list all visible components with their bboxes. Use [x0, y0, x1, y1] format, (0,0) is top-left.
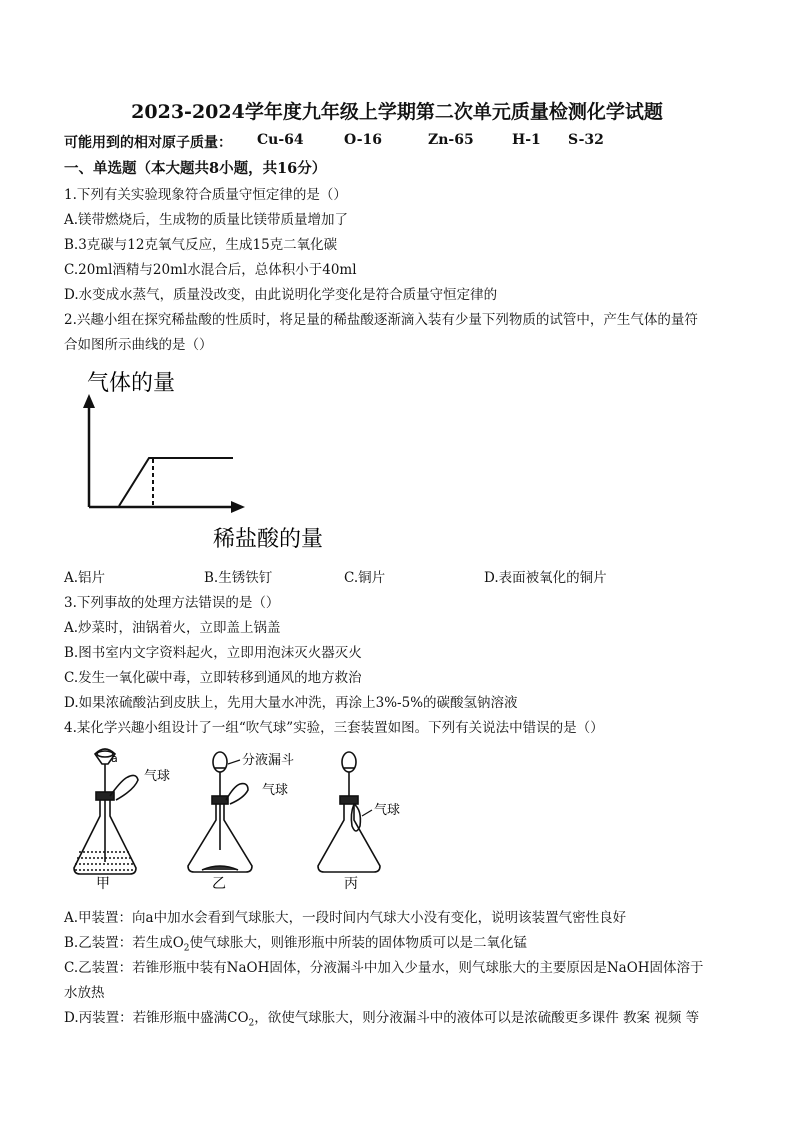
atomic-mass-cu: Cu-64 [257, 132, 304, 148]
q2-option-c: C.铜片 [344, 570, 386, 586]
q1-option-c: C.20ml酒精与20ml水混合后，总体积小于40ml [64, 262, 357, 278]
label-bing: 丙 [344, 876, 358, 892]
apparatus-jia [74, 749, 138, 874]
atomic-mass-h: H-1 [512, 132, 541, 148]
q2-option-d: D.表面被氧化的铜片 [484, 570, 607, 586]
q4-option-d: D.丙装置：若锥形瓶中盛满$CO_2$，欲使气球胀大，则分液漏斗中的液体可以是浓硫酸更多课件 教案 视频 等 [64, 1010, 700, 1029]
q1-option-b: B.3克碳与12克氧气反应，生成15克二氧化碳 [64, 237, 338, 253]
q3-option-c: C.发生一氧化碳中毒，立即转移到通风的地方救治 [64, 670, 362, 686]
q2-option-a: A.铝片 [64, 570, 106, 586]
label-a: a [111, 752, 118, 765]
atomic-mass-o: O-16 [344, 132, 383, 148]
q1-option-a: A.镁带燃烧后，生成物的质量比镁带质量增加了 [64, 212, 349, 228]
label-yi: 乙 [212, 876, 226, 892]
q3-option-d: D.如果浓硫酸沾到皮肤上，先用大量水冲洗，再涂上3%-5%的碳酸氢钠溶液 [64, 695, 518, 711]
q4-option-a: A.甲装置：向a中加水会看到气球胀大，一段时间内气球大小没有变化，说明该装置气密性良好 [64, 910, 627, 926]
graph-curve [119, 458, 233, 506]
q1-option-d: D.水变成水蒸气，质量没改变，由此说明化学变化是符合质量守恒定律的 [64, 287, 498, 303]
apparatus-yi [188, 752, 252, 872]
q2-option-b: B.生锈铁钉 [204, 570, 273, 586]
funnel-label: 分液漏斗 [242, 753, 295, 768]
atomic-mass-s: S-32 [568, 132, 604, 148]
q4-option-c-line2: 水放热 [64, 985, 105, 1001]
gas-volume-graph [75, 362, 365, 557]
balloon-label-jia: 气球 [144, 769, 171, 784]
apparatus-bing [318, 752, 380, 872]
balloon-label-yi: 气球 [262, 783, 289, 798]
page-title: 2023-2024学年度九年级上学期第二次单元质量检测化学试题 [131, 101, 663, 123]
q1-stem: 1.下列有关实验现象符合质量守恒定律的是（） [64, 187, 347, 203]
balloon-apparatus-figure [64, 742, 464, 892]
atomic-mass-zn: Zn-65 [428, 132, 474, 148]
q4-option-c-line1: C.乙装置：若锥形瓶中装有NaOH固体，分液漏斗中加入少量水，则气球胀大的主要原因是NaOH固体溶于 [64, 960, 704, 976]
atomic-masses-label: 可能用到的相对原子质量： [64, 135, 232, 151]
label-jia: 甲 [96, 876, 110, 892]
q2-options [64, 566, 744, 586]
q3-option-a: A.炒菜时，油锅着火，立即盖上锅盖 [64, 620, 281, 636]
section-heading: 一、单选题（本大题共8小题，共16分） [64, 160, 327, 177]
q3-option-b: B.图书室内文字资料起火，立即用泡沫灭火器灭火 [64, 645, 362, 661]
q4-stem: 4.某化学兴趣小组设计了一组“吹气球”实验，三套装置如图。下列有关说法中错误的是（） [64, 720, 604, 736]
q4-option-b: B.乙装置：若生成$O_2$使气球胀大，则锥形瓶中所装的固体物质可以是二氧化锰 [64, 935, 528, 954]
balloon-label-bing: 气球 [374, 803, 401, 818]
q3-stem: 3.下列事故的处理方法错误的是（） [64, 595, 280, 611]
q2-stem-line2: 合如图所示曲线的是（） [64, 337, 213, 353]
graph-x-label: 稀盐酸的量 [213, 527, 324, 552]
q2-stem-line1: 2.兴趣小组在探究稀盐酸的性质时，将足量的稀盐酸逐渐滴入装有少量下列物质的试管中，产生气体的量符 [64, 312, 698, 328]
graph-y-label: 气体的量 [87, 371, 176, 396]
